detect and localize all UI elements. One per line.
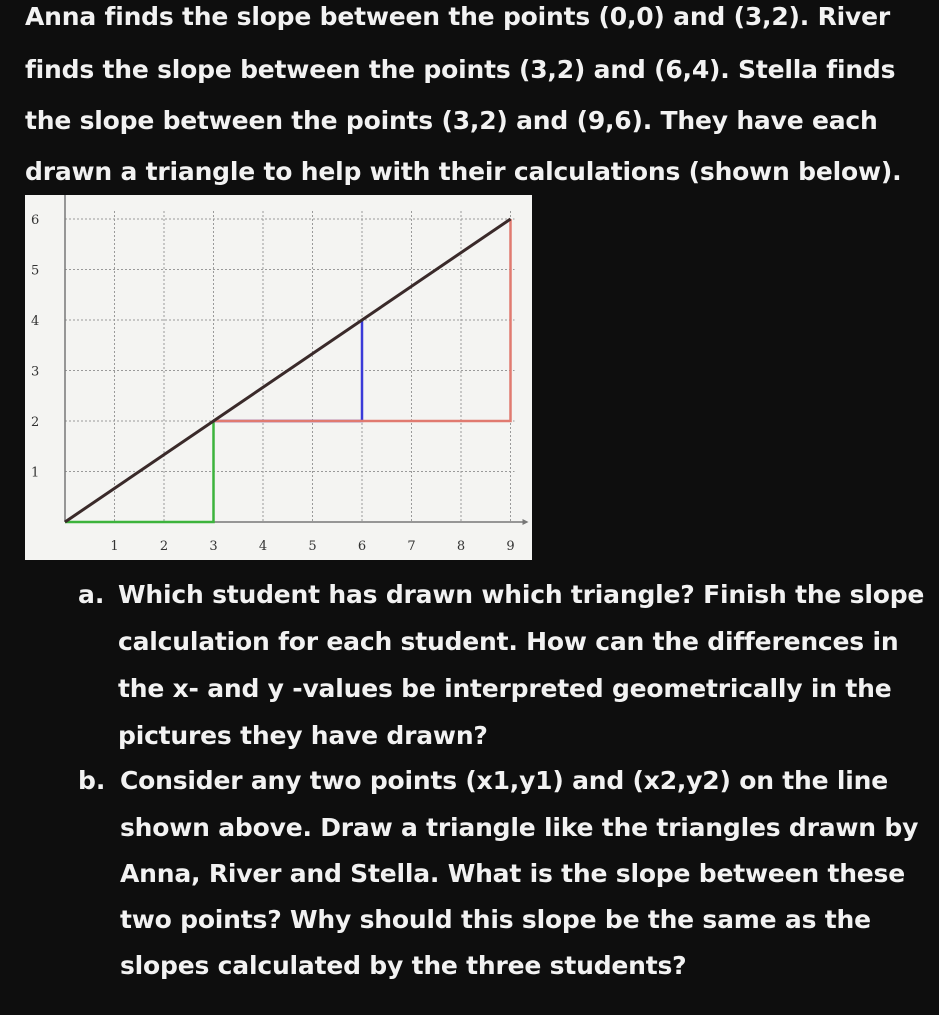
- question-a-line-4: pictures they have drawn?: [118, 721, 488, 750]
- question-b-line-1: Consider any two points (x1,y1) and (x2,y2) on the line: [120, 766, 888, 795]
- x-axis-arrow: [523, 519, 529, 525]
- intro-line-1: Anna finds the slope between the points (0,0) and (3,2). River: [25, 2, 890, 31]
- question-b-line-5: slopes calculated by the three students?: [120, 951, 687, 980]
- x-tick-label-2: 2: [159, 539, 169, 554]
- line-through-origin: [65, 219, 511, 522]
- x-tick-label-5: 5: [308, 539, 317, 554]
- question-b-label: b.: [78, 766, 106, 795]
- y-tick-label-4: 4: [31, 314, 40, 329]
- x-tick-label-9: 9: [506, 539, 515, 554]
- x-tick-label-1: 1: [110, 539, 119, 554]
- slope-graph-svg: [25, 195, 532, 560]
- y-tick-label-3: 3: [31, 364, 40, 380]
- question-a-line-2: calculation for each student. How can the differences in: [118, 627, 899, 656]
- question-a-line-3: the x- and y -values be interpreted geometrically in the: [118, 674, 892, 703]
- x-tick-label-6: 6: [357, 539, 367, 554]
- y-tick-label-6: 6: [31, 213, 40, 228]
- y-tick-label-5: 5: [31, 263, 40, 279]
- question-a-label: a.: [78, 580, 105, 609]
- intro-line-2: finds the slope between the points (3,2) and (6,4). Stella finds: [25, 55, 896, 84]
- question-b-line-2: shown above. Draw a triangle like the triangles drawn by: [120, 813, 919, 842]
- question-b-line-3: Anna, River and Stella. What is the slope between these: [120, 859, 905, 888]
- intro-line-4: drawn a triangle to help with their calculations (shown below).: [25, 157, 902, 186]
- slope-graph: [25, 195, 532, 560]
- intro-line-3: the slope between the points (3,2) and (9,6). They have each: [25, 106, 878, 135]
- question-b-line-4: two points? Why should this slope be the same as the: [120, 905, 871, 934]
- x-tick-label-8: 8: [456, 539, 466, 554]
- x-tick-label-7: 7: [407, 539, 416, 554]
- x-tick-label-4: 4: [258, 539, 268, 554]
- y-tick-label-2: 2: [31, 415, 40, 430]
- question-a-line-1: Which student has drawn which triangle? Finish the slope: [118, 580, 925, 609]
- x-tick-label-3: 3: [209, 539, 218, 554]
- y-tick-label-1: 1: [31, 465, 40, 481]
